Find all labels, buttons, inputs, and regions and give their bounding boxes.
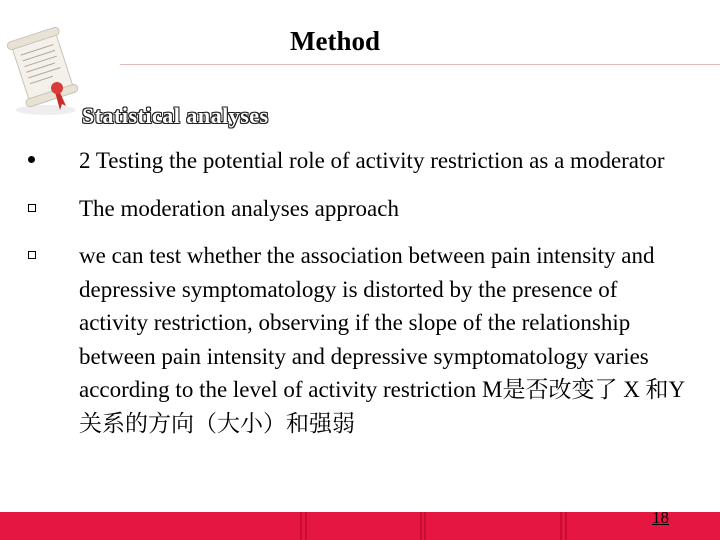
- square-bullet-icon: [28, 204, 36, 212]
- list-item: [28, 239, 692, 440]
- bullet-list: [28, 144, 692, 454]
- bullet-text: The moderation analyses approach: [79, 195, 399, 221]
- page-number: 18: [652, 508, 669, 527]
- filled-bullet-icon: [28, 156, 35, 163]
- footer-bar: [0, 512, 720, 540]
- list-item: [28, 144, 692, 178]
- bullet-text: we can test whether the association between pain intensity and depressive symptomatology is distorted by the presence of activity restriction, observing if the slope of the relationship between pain intensity and depressive symptomatology varies according to the level of activity restriction M是否改变了 X 和Y关系的方向（大小）和强弱: [79, 243, 686, 436]
- section-subtitle: Statistical analyses: [82, 103, 269, 128]
- scroll-document-icon: [0, 18, 92, 118]
- bullet-text: 2 Testing the potential role of activity restriction as a moderator: [79, 148, 665, 173]
- list-item: [28, 192, 692, 226]
- square-bullet-icon: [28, 251, 36, 259]
- page-title: Method: [290, 26, 380, 56]
- header-divider: [120, 64, 720, 65]
